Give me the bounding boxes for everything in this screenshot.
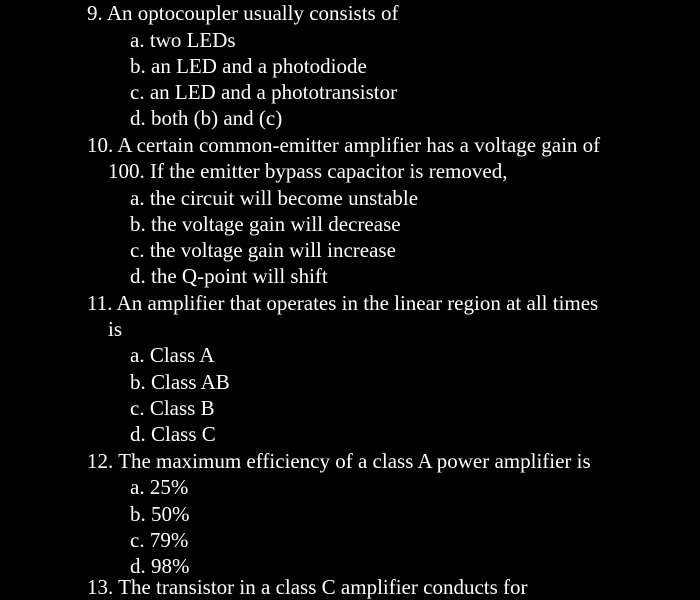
question-10-text: 10. A certain common-emitter amplifier has a voltage gain of <box>87 133 601 157</box>
question-9-option-b: b. an LED and a photodiode <box>130 54 367 78</box>
question-13-cutoff <box>87 575 528 599</box>
question-9-option-c: c. an LED and a phototransistor <box>130 80 398 104</box>
question-11-text-continued: is <box>108 317 123 341</box>
question-9-text: 9. An optocoupler usually consists of <box>87 1 399 25</box>
question-11-option-d: d. Class C <box>130 422 216 446</box>
question-9-option-a: a. two LEDs <box>130 28 236 52</box>
question-12-option-b: b. 50% <box>130 502 190 526</box>
question-10-text-continued: 100. If the emitter bypass capacitor is removed, <box>108 159 508 183</box>
question-11-option-b: b. Class AB <box>130 370 230 394</box>
question-10-option-c: c. the voltage gain will increase <box>130 238 396 262</box>
question-11-option-c: c. Class B <box>130 396 215 420</box>
question-9-option-d: d. both (b) and (c) <box>130 106 283 130</box>
question-11-option-a: a. Class A <box>130 343 215 367</box>
question-10-option-b: b. the voltage gain will decrease <box>130 212 401 236</box>
question-12-text: 12. The maximum efficiency of a class A power amplifier is <box>87 449 591 473</box>
question-11-text: 11. An amplifier that operates in the linear region at all times <box>87 291 599 315</box>
question-10-option-d: d. the Q-point will shift <box>130 264 328 288</box>
question-10-option-a: a. the circuit will become unstable <box>130 186 419 210</box>
question-12-option-d: d. 98% <box>130 554 190 578</box>
question-13-text-partial: 13. The transistor in a class C amplifier conducts for <box>87 575 528 599</box>
question-12-option-c: c. 79% <box>130 528 189 552</box>
question-12-option-a: a. 25% <box>130 475 189 499</box>
